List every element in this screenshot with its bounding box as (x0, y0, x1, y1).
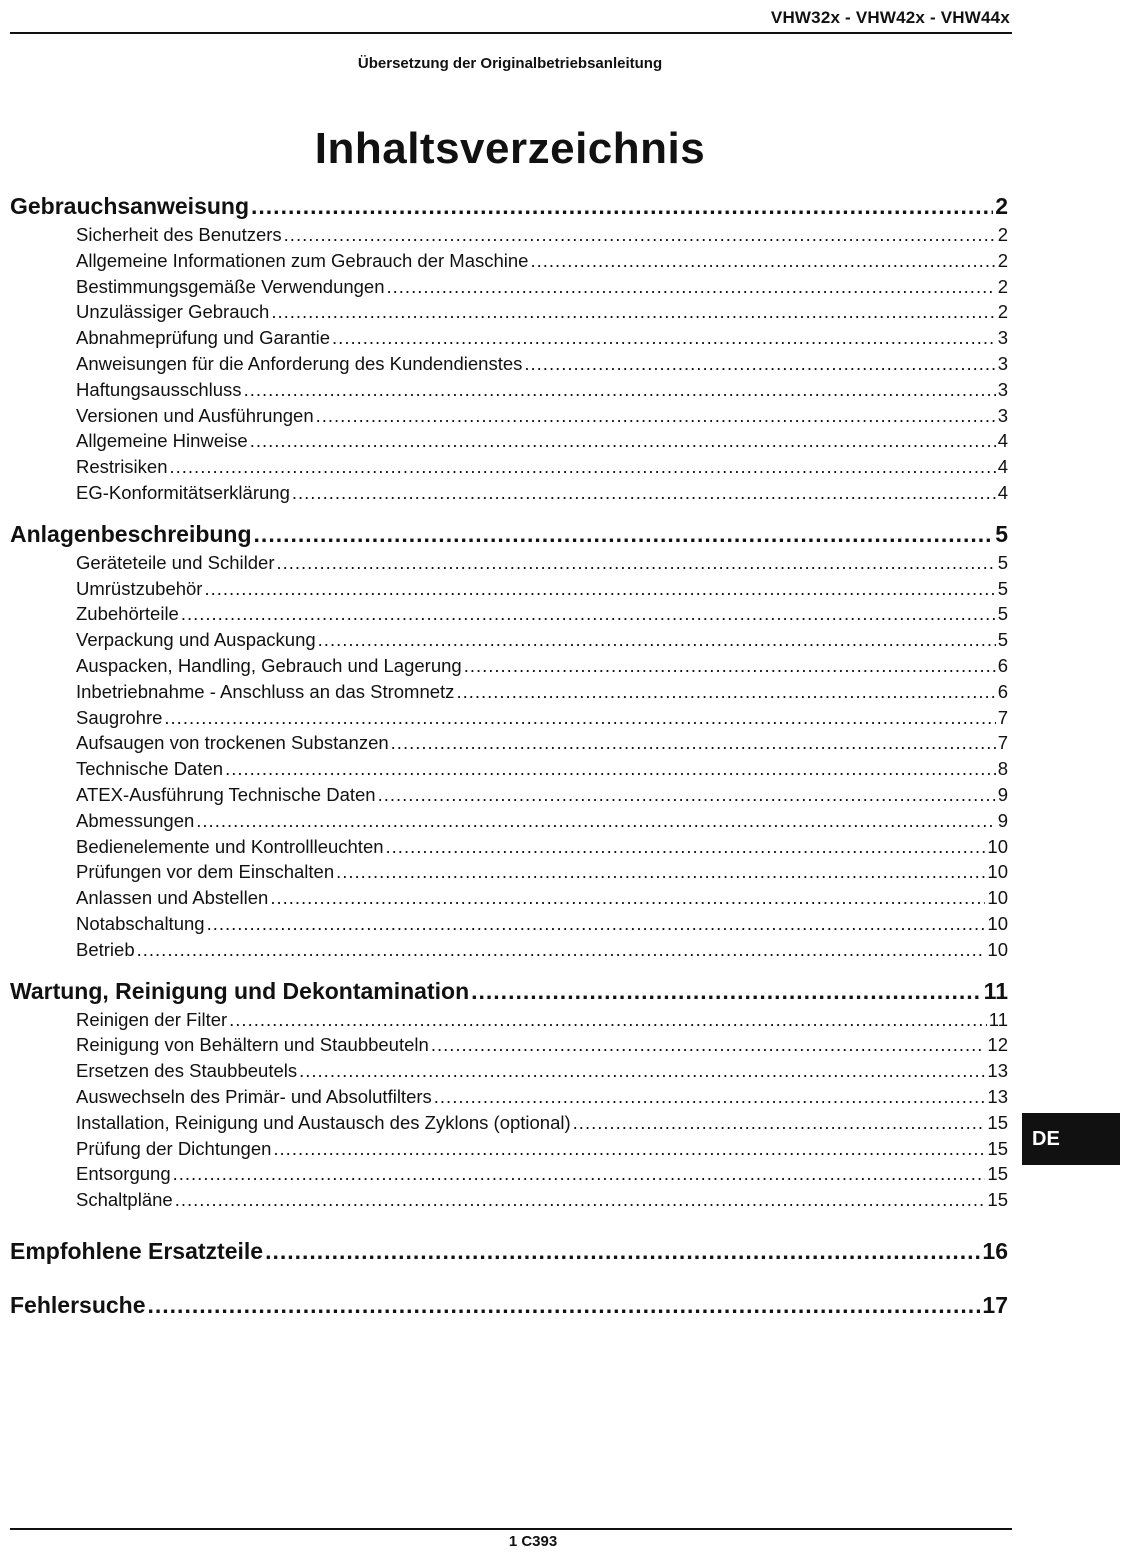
toc-entry-page: 8 (997, 758, 1008, 780)
toc-entry-page: 13 (987, 1085, 1008, 1107)
toc-section-title: Empfohlene Ersatzteile (10, 1237, 264, 1264)
toc-section-page: 2 (995, 193, 1008, 219)
toc-entry-page: 3 (997, 327, 1008, 349)
toc-section-title: Fehlersuche (10, 1291, 146, 1318)
toc-entry-title: Sicherheit des Benutzers (76, 224, 282, 245)
toc-entry[interactable] (10, 653, 1008, 679)
toc-entry-title: Allgemeine Hinweise (76, 430, 248, 452)
toc-entry[interactable] (10, 403, 1008, 429)
toc-entry-page: 7 (997, 706, 1008, 728)
toc-entry-page: 9 (997, 809, 1008, 831)
toc-entry-title: Auspacken, Handling, Gebrauch und Lagerung (76, 654, 462, 676)
toc-entry[interactable] (10, 885, 1008, 911)
toc-entry-page: 3 (997, 378, 1008, 400)
toc-entry-title: EG-Konformitätserklärung (76, 481, 290, 503)
toc-entry[interactable] (10, 222, 1008, 248)
toc-entry-title: Verpackung und Auspackung (76, 629, 316, 651)
document-subtitle: Übersetzung der Originalbetriebsanleitung (357, 55, 663, 72)
toc-entry[interactable] (10, 274, 1008, 300)
toc-section[interactable] (10, 518, 1008, 550)
toc-entry-page: 4 (997, 456, 1008, 478)
toc-entry-page: 15 (987, 1163, 1008, 1185)
toc-entry-page: 10 (987, 861, 1008, 883)
toc-entry-title: Reinigen der Filter (76, 1008, 228, 1030)
toc-section-page: 5 (995, 520, 1008, 547)
toc-entry-title: Bedienelemente und Kontrollleuchten (76, 835, 384, 857)
toc-entry[interactable] (10, 248, 1008, 274)
toc-entry[interactable] (10, 756, 1008, 782)
toc-section[interactable] (10, 975, 1008, 1007)
toc-entry-title: Entsorgung (76, 1163, 171, 1185)
toc-entry-title: Restrisiken (76, 456, 168, 478)
toc-entry-page: 5 (997, 551, 1008, 573)
toc-entry[interactable] (10, 1032, 1008, 1058)
toc-entry-title: Abnahmeprüfung und Garantie (76, 327, 331, 349)
header-divider (10, 32, 1012, 34)
toc-entry[interactable] (10, 299, 1008, 325)
toc-section-page: 16 (982, 1237, 1008, 1264)
toc-entry[interactable] (10, 601, 1008, 627)
toc-entry[interactable] (10, 325, 1008, 351)
toc-entry-page: 5 (997, 577, 1008, 599)
toc-entry[interactable] (10, 859, 1008, 885)
toc-entry-page: 4 (997, 481, 1008, 503)
toc-entry[interactable] (10, 1161, 1008, 1187)
toc-entry[interactable] (10, 1007, 1008, 1033)
toc-entry[interactable] (10, 782, 1008, 808)
toc-entry-page: 10 (987, 887, 1008, 909)
toc-entry[interactable] (10, 911, 1008, 937)
toc-section-title: Gebrauchsanweisung (10, 193, 250, 219)
toc-entry-page: 5 (997, 629, 1008, 651)
toc-entry[interactable] (10, 480, 1008, 506)
toc-entry-page: 2 (997, 275, 1008, 297)
toc-entry-title: Anweisungen für die Anforderung des Kundendienstes (76, 352, 523, 374)
toc-entry[interactable] (10, 576, 1008, 602)
toc-entry-title: Prüfung der Dichtungen (76, 1137, 272, 1159)
toc-section-title: Wartung, Reinigung und Dekontamination (10, 977, 470, 1004)
toc-entry-title: Versionen und Ausführungen (76, 404, 314, 426)
toc-entry-page: 10 (987, 912, 1008, 934)
toc-entry-page: 2 (997, 301, 1008, 323)
footer-document-code: 1 C393 (508, 1533, 558, 1550)
toc-entry[interactable] (10, 1058, 1008, 1084)
toc-entry[interactable] (10, 550, 1008, 576)
toc-entry-page: 15 (987, 1111, 1008, 1133)
toc-entry-title: Haftungsausschluss (76, 378, 242, 400)
toc-entry-page: 10 (987, 938, 1008, 960)
toc-entry-title: Aufsaugen von trockenen Substanzen (76, 732, 389, 754)
toc-entry[interactable] (10, 627, 1008, 653)
toc-entry-title: Saugrohre (76, 706, 163, 728)
toc-entry[interactable] (10, 705, 1008, 731)
toc-entry-page: 9 (997, 783, 1008, 805)
toc-entry-page: 6 (997, 680, 1008, 702)
toc-entry-page: 11 (988, 1008, 1008, 1030)
toc-entry-page: 4 (997, 430, 1008, 452)
toc-entry[interactable] (10, 351, 1008, 377)
toc-entry[interactable] (10, 1084, 1008, 1110)
toc-entry-title: ATEX-Ausführung Technische Daten (76, 783, 376, 805)
page-title: Inhaltsverzeichnis (314, 124, 706, 173)
toc-section[interactable] (10, 1289, 1008, 1321)
toc-entry-title: Umrüstzubehör (76, 577, 203, 599)
toc-entry-title: Allgemeine Informationen zum Gebrauch der Maschine (76, 249, 529, 271)
toc-section-page: 11 (983, 977, 1008, 1004)
toc-entry-page: 7 (997, 732, 1008, 754)
toc-entry-page: 13 (987, 1060, 1008, 1082)
language-tab: DE (1022, 1113, 1120, 1165)
toc-entry-title: Notabschaltung (76, 912, 205, 934)
toc-entry-title: Abmessungen (76, 809, 195, 831)
toc-entry-title: Installation, Reinigung und Austausch des Zyklons (optional) (76, 1111, 571, 1133)
toc-section[interactable] (10, 1235, 1008, 1267)
toc-entry-page: 15 (987, 1189, 1008, 1211)
toc-entry[interactable] (10, 1136, 1008, 1162)
toc-entry-page: 2 (997, 224, 1008, 245)
toc-entry[interactable] (10, 937, 1008, 963)
toc-entry[interactable] (10, 1110, 1008, 1136)
toc-entry-page: 12 (987, 1034, 1008, 1056)
toc-section-page: 17 (982, 1291, 1008, 1318)
table-of-contents (10, 190, 1008, 1321)
toc-entry-title: Auswechseln des Primär- und Absolutfilters (76, 1085, 432, 1107)
header-model-names: VHW32x - VHW42x - VHW44x (770, 8, 1010, 27)
toc-entry-page: 3 (997, 404, 1008, 426)
toc-entry-title: Reinigung von Behältern und Staubbeuteln (76, 1034, 429, 1056)
toc-entry-page: 3 (997, 352, 1008, 374)
toc-entry[interactable] (10, 1187, 1008, 1213)
toc-entry-page: 5 (997, 603, 1008, 625)
toc-entry-title: Geräteteile und Schilder (76, 551, 275, 573)
toc-entry-page: 15 (987, 1137, 1008, 1159)
toc-entry[interactable] (10, 454, 1008, 480)
footer-divider (10, 1528, 1012, 1530)
toc-entry-title: Bestimmungsgemäße Verwendungen (76, 275, 385, 297)
toc-entry-title: Technische Daten (76, 758, 224, 780)
toc-entry[interactable] (10, 428, 1008, 454)
toc-entry[interactable] (10, 730, 1008, 756)
toc-entry-title: Inbetriebnahme - Anschluss an das Stromnetz (76, 680, 455, 702)
toc-entry-page: 6 (997, 654, 1008, 676)
toc-entry-page: 2 (997, 249, 1008, 271)
toc-entry[interactable] (10, 834, 1008, 860)
toc-section[interactable] (10, 190, 1008, 222)
toc-entry-title: Betrieb (76, 938, 135, 960)
toc-entry-title: Prüfungen vor dem Einschalten (76, 861, 335, 883)
toc-entry-title: Unzulässiger Gebrauch (76, 301, 270, 323)
toc-entry-title: Anlassen und Abstellen (76, 887, 269, 909)
toc-entry-title: Schaltpläne (76, 1189, 173, 1211)
toc-entry[interactable] (10, 377, 1008, 403)
toc-entry[interactable] (10, 808, 1008, 834)
toc-entry-page: 10 (987, 835, 1008, 857)
toc-entry-title: Zubehörteile (76, 603, 179, 625)
toc-section-title: Anlagenbeschreibung (10, 520, 252, 547)
toc-entry-title: Ersetzen des Staubbeutels (76, 1060, 298, 1082)
toc-entry[interactable] (10, 679, 1008, 705)
